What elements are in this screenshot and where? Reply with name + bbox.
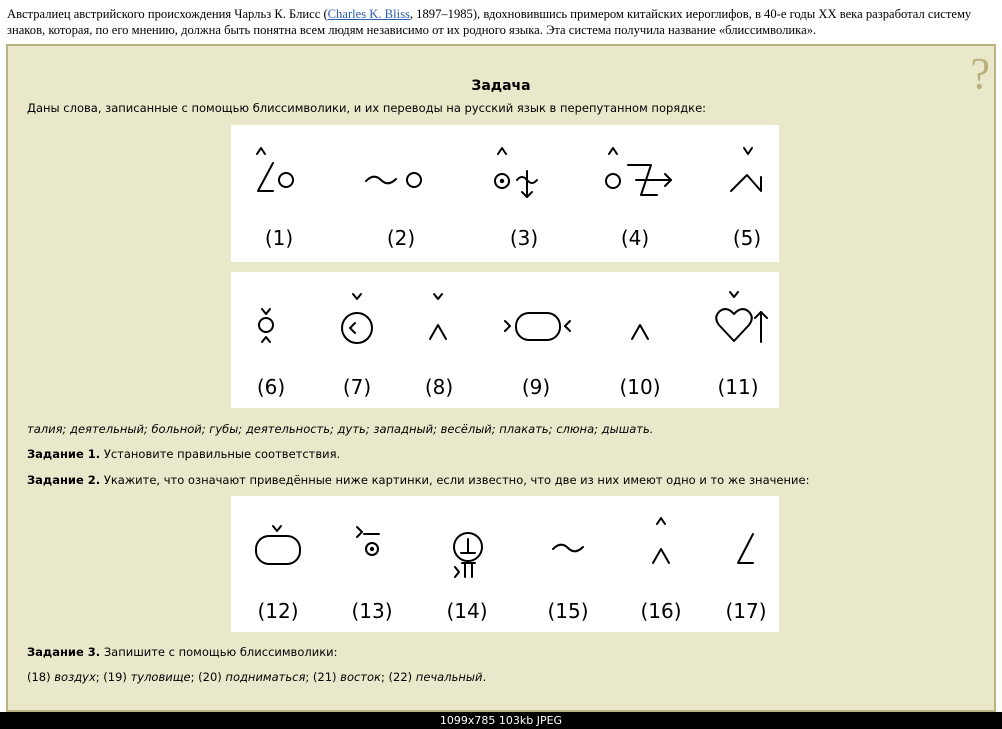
bliss-symbol-11 — [716, 292, 767, 342]
task-1-label: Задание 1. — [27, 447, 101, 461]
question-mark-icon[interactable]: ? — [970, 49, 990, 98]
task-3-text: Запишите с помощью блиссимволики: — [103, 645, 338, 659]
bliss-symbol-7 — [342, 294, 372, 343]
label-5: (5) — [732, 226, 762, 250]
bliss-symbol-4 — [606, 148, 671, 195]
bliss-symbol-5 — [731, 148, 761, 191]
image-info-bar: 1099x785 103kb JPEG — [0, 712, 1002, 729]
bliss-symbol-6 — [259, 309, 273, 342]
label-16: (16) — [640, 599, 682, 623]
task-3-items — [27, 670, 486, 684]
label-12: (12) — [257, 599, 299, 623]
symbols-panel-2 — [231, 272, 779, 408]
task-1-text: Установите правильные соответствия. — [103, 447, 341, 461]
label-1: (1) — [264, 226, 294, 250]
label-14: (14) — [446, 599, 488, 623]
label-10: (10) — [619, 375, 661, 399]
bliss-symbol-3 — [495, 148, 537, 197]
item-21: (21) восток; — [312, 670, 389, 684]
bliss-symbol-12 — [256, 526, 300, 564]
task-3 — [27, 645, 338, 659]
bliss-symbol-16 — [653, 518, 669, 563]
problem-frame — [6, 44, 996, 712]
bliss-link[interactable]: Charles K. Bliss — [327, 7, 410, 21]
task-3-label: Задание 3. — [27, 645, 101, 659]
label-15: (15) — [547, 599, 589, 623]
label-3: (3) — [509, 226, 539, 250]
word-list: талия; деятельный; больной; губы; деятельность; дуть; западный; весёлый; плакать; слюна; дышать. — [27, 422, 654, 436]
intro-paragraph — [7, 6, 992, 38]
bliss-symbol-2 — [366, 173, 421, 187]
task-2-label: Задание 2. — [27, 473, 101, 487]
label-17: (17) — [725, 599, 767, 623]
bliss-symbol-17 — [738, 534, 753, 563]
bliss-symbol-10 — [632, 325, 648, 339]
task-2 — [27, 473, 809, 487]
task-2-text: Укажите, что означают приведённые ниже картинки, если известно, что две из них имеют одно и то же значение: — [103, 473, 810, 487]
task-1 — [27, 447, 340, 461]
problem-title: Задача — [471, 78, 531, 94]
bliss-symbol-8 — [430, 294, 446, 339]
label-7: (7) — [342, 375, 372, 399]
intro-text-start: Австралиец австрийского происхождения Чарльз К. Блисс ( — [7, 7, 328, 21]
item-22: (22) печальный. — [388, 670, 487, 684]
label-4: (4) — [620, 226, 650, 250]
item-19: (19) туловище; — [103, 670, 199, 684]
symbols-panel-3 — [231, 496, 779, 632]
label-2: (2) — [386, 226, 416, 250]
bliss-symbol-13 — [357, 527, 379, 555]
bliss-symbol-15 — [553, 545, 583, 552]
symbols-panel-1 — [231, 125, 779, 262]
bliss-symbol-9 — [505, 313, 570, 340]
label-8: (8) — [424, 375, 454, 399]
problem-statement: Даны слова, записанные с помощью блиссимволики, и их переводы на русский язык в перепутанном порядке: — [27, 101, 707, 115]
bliss-symbol-1 — [257, 148, 293, 191]
intro-text-end: , 1897–1985), вдохновившись примером китайских иероглифов, в 40-е годы XX века разработал систему знаков, которая, по его мнению, должна быть понятна всем людям независимо от их родного языка. Эта система получила название «блиссимволика». — [7, 7, 972, 37]
item-20: (20) подниматься; — [198, 670, 313, 684]
label-11: (11) — [717, 375, 759, 399]
label-6: (6) — [256, 375, 286, 399]
label-13: (13) — [351, 599, 393, 623]
bliss-symbol-14 — [454, 533, 482, 577]
label-9: (9) — [521, 375, 551, 399]
item-18: (18) воздух; — [27, 670, 104, 684]
